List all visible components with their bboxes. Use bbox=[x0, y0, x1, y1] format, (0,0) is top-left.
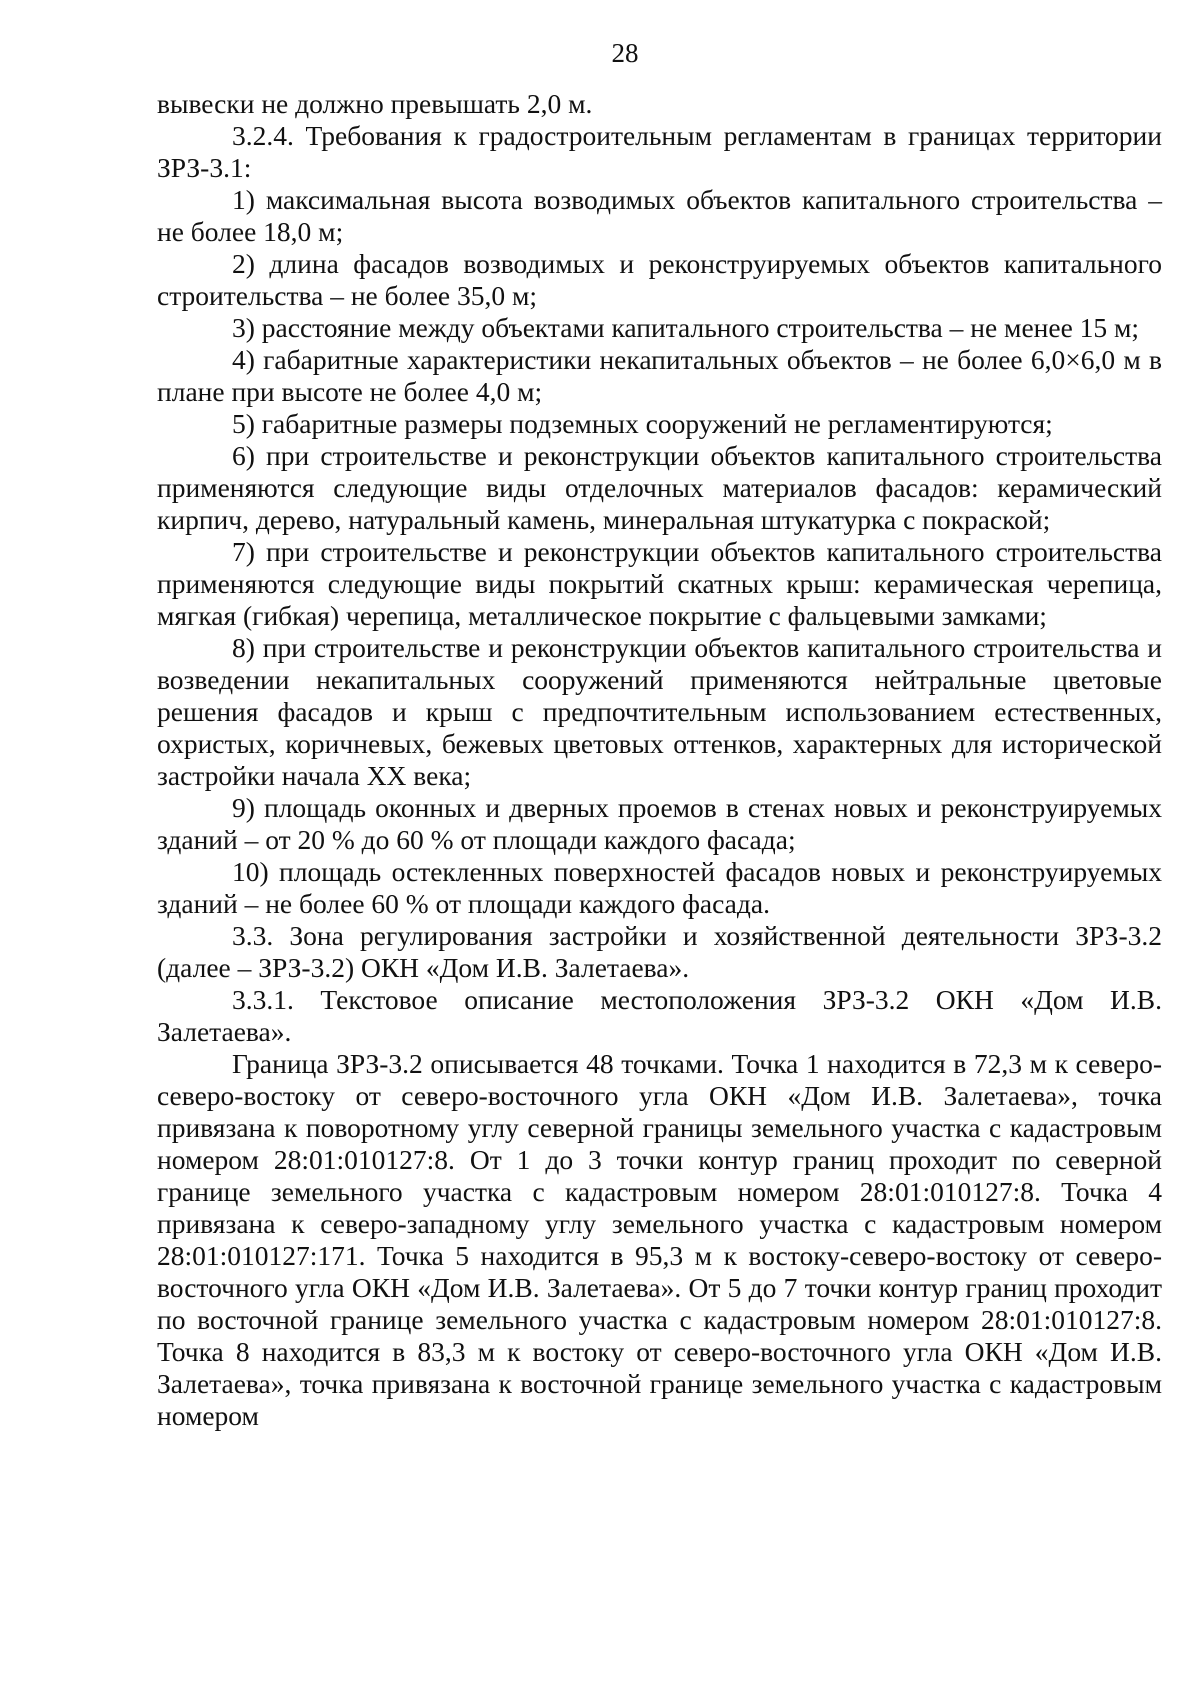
section-3-2-4-heading: 3.2.4. Требования к градостроительным регламентам в границах территории ЗРЗ-3.1: bbox=[157, 120, 1162, 183]
document-body bbox=[157, 88, 1162, 1432]
page-number: 28 bbox=[611, 38, 639, 68]
boundary-description-paragraph: Граница ЗРЗ-3.2 описывается 48 точками. Точка 1 находится в 72,3 м к северо-северо-востоку от северо-восточного угла ОКН «Дом И.В. Залетаева», точка привязана к поворотному углу северной границы земельного участка с кадастровым номером 28:01:010127:8. От 1 до 3 точки контур границ проходит по северной границе земельного участка с кадастровым номером 28:01:010127:8. Точка 4 привязана к северо-западному углу земельного участка с кадастровым номером 28:01:010127:171. Точка 5 находится в 95,3 м к востоку-северо-востоку от северо-восточного угла ОКН «Дом И.В. Залетаева». От 5 до 7 точки контур границ проходит по восточной границе земельного участка с кадастровым номером 28:01:010127:8. Точка 8 находится в 83,3 м к востоку от северо-восточного угла ОКН «Дом И.В. Залетаева», точка привязана к восточной границе земельного участка с кадастровым номером bbox=[157, 1048, 1162, 1431]
section-3-3-1-heading: 3.3.1. Текстовое описание местоположения ЗРЗ-3.2 ОКН «Дом И.В. Залетаева». bbox=[157, 984, 1162, 1047]
list-item-7: 7) при строительстве и реконструкции объектов капитального строительства применяются следующие виды покрытий скатных крыш: керамическая черепица, мягкая (гибкая) черепица, металлическое покрытие с фальцевыми замками; bbox=[157, 536, 1162, 631]
list-item-10: 10) площадь остекленных поверхностей фасадов новых и реконструируемых зданий – не более 60 % от площади каждого фасада. bbox=[157, 856, 1162, 919]
list-item-1: 1) максимальная высота возводимых объектов капитального строительства – не более 18,0 м; bbox=[157, 184, 1162, 247]
list-item-3: 3) расстояние между объектами капитального строительства – не менее 15 м; bbox=[232, 312, 1140, 343]
paragraph-continuation: вывески не должно превышать 2,0 м. bbox=[157, 88, 593, 119]
list-item-5: 5) габаритные размеры подземных сооружений не регламентируются; bbox=[232, 408, 1053, 439]
list-item-2: 2) длина фасадов возводимых и реконструируемых объектов капитального строительства – не более 35,0 м; bbox=[157, 248, 1162, 311]
list-item-8: 8) при строительстве и реконструкции объектов капитального строительства и возведении некапитальных сооружений применяются нейтральные цветовые решения фасадов и крыш с предпочтительным использованием естественных, охристых, коричневых, бежевых цветовых оттенков, характерных для исторической застройки начала XX века; bbox=[157, 632, 1162, 791]
list-item-4: 4) габаритные характеристики некапитальных объектов – не более 6,0×6,0 м в плане при высоте не более 4,0 м; bbox=[157, 344, 1162, 407]
list-item-6: 6) при строительстве и реконструкции объектов капитального строительства применяются следующие виды отделочных материалов фасадов: керамический кирпич, дерево, натуральный камень, минеральная штукатурка с покраской; bbox=[157, 440, 1162, 535]
section-3-3-heading: 3.3. Зона регулирования застройки и хозяйственной деятельности ЗРЗ-3.2 (далее – ЗРЗ-3.2) ОКН «Дом И.В. Залетаева». bbox=[157, 920, 1162, 983]
list-item-9: 9) площадь оконных и дверных проемов в стенах новых и реконструируемых зданий – от 20 % до 60 % от площади каждого фасада; bbox=[157, 792, 1162, 855]
